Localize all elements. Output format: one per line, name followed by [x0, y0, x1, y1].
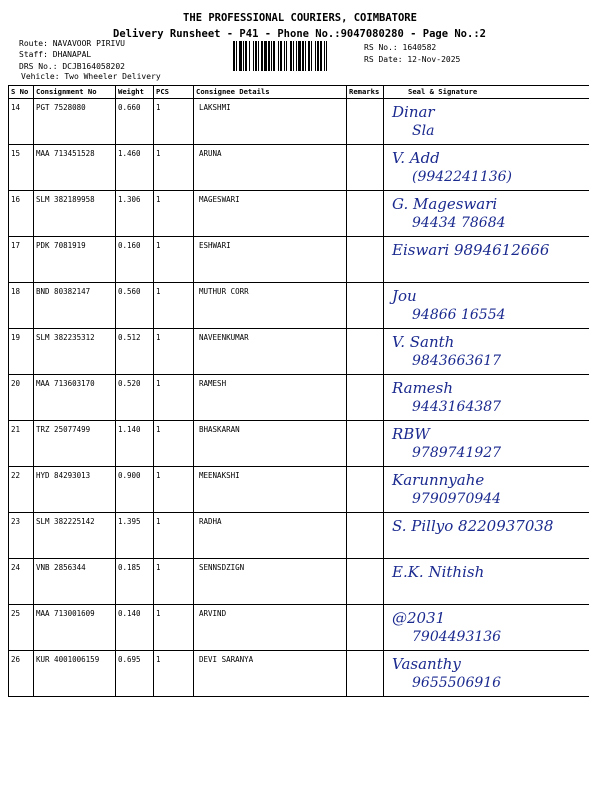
row-weight: 1.395: [116, 513, 154, 559]
row-weight: 1.306: [116, 191, 154, 237]
row-pcs: 1: [154, 237, 194, 283]
handwritten-signature: [384, 99, 600, 143]
row-consignee: BHASKARAN: [194, 421, 347, 467]
row-sno: 17: [9, 237, 34, 283]
row-remarks: [347, 375, 384, 421]
row-weight: 0.900: [116, 467, 154, 513]
col-header-pcs: PCS: [154, 86, 194, 99]
signature-phone: 9843663617: [412, 353, 502, 369]
row-weight: 0.560: [116, 283, 154, 329]
row-weight: 1.140: [116, 421, 154, 467]
route-text: Route: NAVAVOOR PIRIVU: [19, 39, 125, 48]
row-remarks: [347, 145, 384, 191]
table-row: [9, 191, 589, 237]
row-consignment-no: MAA 713001609: [34, 605, 116, 651]
table-row: [9, 283, 589, 329]
handwritten-signature: [384, 559, 600, 603]
row-pcs: 1: [154, 283, 194, 329]
row-pcs: 1: [154, 99, 194, 145]
row-sno: 19: [9, 329, 34, 375]
row-consignment-no: SLM 382189958: [34, 191, 116, 237]
row-consignee: NAVEENKUMAR: [194, 329, 347, 375]
row-consignee: ARVIND: [194, 605, 347, 651]
row-remarks: [347, 283, 384, 329]
row-sno: 23: [9, 513, 34, 559]
row-consignment-no: VNB 2856344: [34, 559, 116, 605]
row-seal-signature: [384, 605, 589, 651]
signature-name: Ramesh: [392, 379, 454, 397]
handwritten-signature: [384, 191, 600, 235]
runsheet-subtitle: Delivery Runsheet - P41 - Phone No.:9047080280 - Page No.:2: [113, 28, 486, 40]
row-consignee: ESHWARI: [194, 237, 347, 283]
handwritten-signature: [384, 237, 600, 281]
row-pcs: 1: [154, 651, 194, 697]
rs-number: RS No.: 1640582: [364, 43, 437, 52]
table-row: [9, 605, 589, 651]
row-sno: 22: [9, 467, 34, 513]
row-weight: 0.160: [116, 237, 154, 283]
row-sno: 25: [9, 605, 34, 651]
row-seal-signature: [384, 237, 589, 283]
handwritten-signature: [384, 467, 600, 511]
row-seal-signature: [384, 651, 589, 697]
row-weight: 0.695: [116, 651, 154, 697]
row-consignee: RAMESH: [194, 375, 347, 421]
signature-phone: (9942241136): [412, 169, 512, 185]
row-consignee: ARUNA: [194, 145, 347, 191]
signature-name: Jou: [392, 287, 417, 305]
row-weight: 0.512: [116, 329, 154, 375]
row-pcs: 1: [154, 467, 194, 513]
signature-name: S. Pillyo 8220937038: [392, 517, 554, 535]
row-seal-signature: [384, 329, 589, 375]
row-remarks: [347, 467, 384, 513]
row-pcs: 1: [154, 329, 194, 375]
row-weight: 0.185: [116, 559, 154, 605]
handwritten-signature: [384, 375, 600, 419]
signature-phone: 7904493136: [412, 629, 502, 645]
col-header-consignee: Consignee Details: [194, 86, 347, 99]
handwritten-signature: [384, 513, 600, 557]
row-remarks: [347, 513, 384, 559]
row-remarks: [347, 329, 384, 375]
table-row: [9, 99, 589, 145]
signature-name: RBW: [392, 425, 430, 443]
row-consignment-no: MAA 713603170: [34, 375, 116, 421]
col-header-weight: Weight: [116, 86, 154, 99]
table-row: [9, 421, 589, 467]
signature-phone: 9655506916: [412, 675, 502, 691]
row-sno: 20: [9, 375, 34, 421]
col-header-remarks: Remarks: [347, 86, 384, 99]
row-consignment-no: TRZ 25077499: [34, 421, 116, 467]
row-consignment-no: SLM 382235312: [34, 329, 116, 375]
row-consignment-no: PDK 7081919: [34, 237, 116, 283]
row-sno: 18: [9, 283, 34, 329]
row-seal-signature: [384, 191, 589, 237]
row-pcs: 1: [154, 191, 194, 237]
row-remarks: [347, 237, 384, 283]
row-seal-signature: [384, 99, 589, 145]
row-sno: 14: [9, 99, 34, 145]
row-seal-signature: [384, 283, 589, 329]
row-pcs: 1: [154, 375, 194, 421]
row-seal-signature: [384, 467, 589, 513]
row-consignment-no: BND 80382147: [34, 283, 116, 329]
row-consignee: RADHA: [194, 513, 347, 559]
signature-name: Dinar: [392, 103, 435, 121]
company-title: THE PROFESSIONAL COURIERS, COIMBATORE: [183, 12, 417, 24]
barcode-icon: [233, 41, 360, 71]
table-row: [9, 559, 589, 605]
row-remarks: [347, 651, 384, 697]
row-seal-signature: [384, 375, 589, 421]
staff-text: Staff: DHANAPAL: [19, 50, 92, 59]
signature-name: Vasanthy: [392, 655, 461, 673]
signature-phone: 94866 16554: [412, 307, 506, 323]
table-header-row: [9, 86, 589, 99]
table-row: [9, 651, 589, 697]
signature-name: G. Mageswari: [392, 195, 498, 213]
row-weight: 0.520: [116, 375, 154, 421]
signature-name: Eiswari 9894612666: [392, 241, 550, 259]
row-seal-signature: [384, 421, 589, 467]
signature-name: V. Santh: [392, 333, 455, 351]
handwritten-signature: [384, 421, 600, 465]
row-pcs: 1: [154, 605, 194, 651]
table-row: [9, 145, 589, 191]
signature-phone: 9789741927: [412, 445, 502, 461]
signature-phone: 9443164387: [412, 399, 502, 415]
table-row: [9, 237, 589, 283]
row-seal-signature: [384, 513, 589, 559]
row-consignee: MAGESWARI: [194, 191, 347, 237]
table-row: [9, 329, 589, 375]
row-sno: 16: [9, 191, 34, 237]
table-row: [9, 513, 589, 559]
col-header-sno: S No: [9, 86, 34, 99]
signature-name: Karunnyahe: [392, 471, 485, 489]
row-pcs: 1: [154, 513, 194, 559]
row-consignee: MEENAKSHI: [194, 467, 347, 513]
row-consignment-no: MAA 713451528: [34, 145, 116, 191]
row-remarks: [347, 99, 384, 145]
row-sno: 15: [9, 145, 34, 191]
row-seal-signature: [384, 145, 589, 191]
row-remarks: [347, 605, 384, 651]
row-pcs: 1: [154, 421, 194, 467]
row-consignee: MUTHUR CORR: [194, 283, 347, 329]
row-sno: 24: [9, 559, 34, 605]
runsheet-table: [8, 85, 589, 697]
row-consignment-no: KUR 4001006159: [34, 651, 116, 697]
rs-date: RS Date: 12-Nov-2025: [364, 55, 461, 64]
table-row: [9, 467, 589, 513]
row-consignee: DEVI SARANYA: [194, 651, 347, 697]
signature-name: V. Add: [392, 149, 440, 167]
row-pcs: 1: [154, 559, 194, 605]
row-remarks: [347, 559, 384, 605]
row-consignment-no: HYD 84293013: [34, 467, 116, 513]
signature-name: E.K. Nithish: [392, 563, 485, 581]
handwritten-signature: [384, 651, 600, 695]
signature-name: @2031: [392, 609, 446, 627]
drs-number: DRS No.: DCJB164058202: [19, 62, 125, 71]
vehicle-text: Vehicle: Two Wheeler Delivery: [21, 72, 161, 81]
row-weight: 0.660: [116, 99, 154, 145]
col-header-seal: Seal & Signature: [384, 86, 589, 99]
row-sno: 21: [9, 421, 34, 467]
row-consignment-no: PGT 7528080: [34, 99, 116, 145]
table-row: [9, 375, 589, 421]
signature-phone: 9790970944: [412, 491, 502, 507]
row-consignee: SENNSDZIGN: [194, 559, 347, 605]
signature-phone: 94434 78684: [412, 215, 506, 231]
row-sno: 26: [9, 651, 34, 697]
handwritten-signature: [384, 605, 600, 649]
row-remarks: [347, 191, 384, 237]
row-consignment-no: SLM 382225142: [34, 513, 116, 559]
row-consignee: LAKSHMI: [194, 99, 347, 145]
row-seal-signature: [384, 559, 589, 605]
handwritten-signature: [384, 283, 600, 327]
row-weight: 1.460: [116, 145, 154, 191]
handwritten-signature: [384, 145, 600, 189]
row-pcs: 1: [154, 145, 194, 191]
signature-phone: Sla: [412, 123, 435, 139]
handwritten-signature: [384, 329, 600, 373]
row-remarks: [347, 421, 384, 467]
row-weight: 0.140: [116, 605, 154, 651]
col-header-consignment: Consignment No: [34, 86, 116, 99]
